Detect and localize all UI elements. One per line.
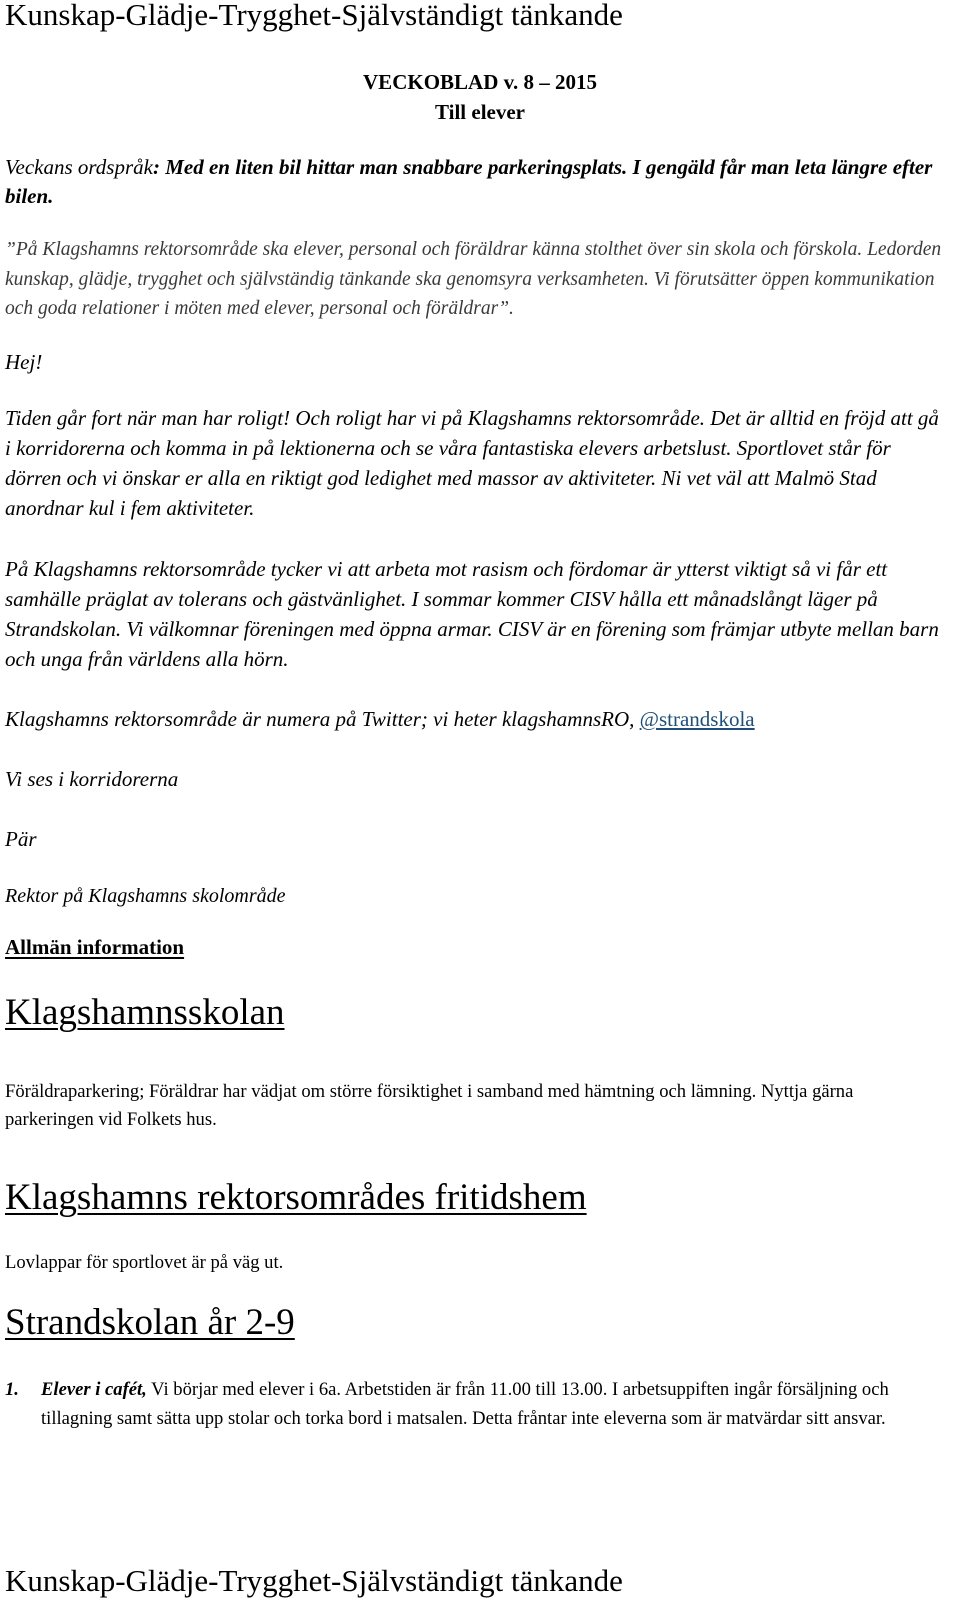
list-item-title: Elever i cafét, [41,1379,147,1400]
greeting: Hej! [5,350,43,374]
weekly-proverb [5,153,946,211]
closing-line: Vi ses i korridorerna [5,767,179,791]
footer-motto: Kunskap-Glädje-Trygghet-Självständigt tänkande [5,1563,623,1598]
list-item-text: Vi börjar med elever i 6a. Arbetstiden är från 11.00 till 13.00. I arbetsuppiften ingår försäljning och tillagning samt sätta upp stolar och torka bord i matsalen. Detta fråntar inte eleverna som är matvärdar sitt ansvar. [41,1379,889,1429]
mission-statement: ”På Klagshamns rektorsområde ska elever, personal och föräldrar känna stolthet över sin skola och förskola. Ledorden kunskap, glädje, trygghet och självständig tänkande ska genomsyra verksamheten. Vi förutsätter öppen kommunikation och goda relationer i möten med elever, personal och föräldrar”. [5,239,942,319]
signature-role: Rektor på Klagshamns skolområde [5,885,286,907]
section-heading-klagshamnsskolan: Klagshamnsskolan [5,992,285,1033]
twitter-handle-link[interactable]: @strandskola [639,707,755,731]
list-item-number: 1. [5,1379,19,1400]
section-heading-strandskolan: Strandskolan år 2-9 [5,1302,295,1343]
general-info-heading: Allmän information [5,935,185,959]
proverb-text: : Med en liten bil hittar man snabbare parkeringsplats. I gengäld får man leta längre efter bilen. [5,155,933,208]
letter-paragraph-1: Tiden går fort när man har roligt! Och roligt har vi på Klagshamns rektorsområde. Det är alltid en fröjd att gå i korridorerna och komma in på lektionerna och se våra fantastiska elevers arbetslust. Sportlovet står för dörren och vi önskar er alla en riktigt god ledighet med massor av aktiviteter. Ni vet väl att Malmö Stad anordnar kul i fem aktiviteter. [5,406,939,520]
proverb-label: Veckans ordspråk [5,155,153,179]
section-heading-fritidshem: Klagshamns rektorsområdes fritidshem [5,1177,587,1218]
letter-paragraph-2: På Klagshamns rektorsområde tycker vi att arbeta mot rasism och fördomar är ytterst viktigt så vi får ett samhälle präglat av tolerans och gästvänlighet. I sommar kommer CISV hålla ett månadslångt läger på Strandskolan. Vi välkomnar föreningen med öppna armar. CISV är en förening som främjar utbyte mellan barn och unga från världens alla hörn. [5,557,939,671]
newsletter-subtitle: Till elever [435,100,525,124]
twitter-text: Klagshamns rektorsområde är numera på Twitter; vi heter klagshamnsRO, [5,707,640,731]
list-item-content [41,1376,950,1433]
header-motto: Kunskap-Glädje-Trygghet-Självständigt tänkande [5,0,623,32]
twitter-line [5,704,946,734]
list-item [5,1376,950,1433]
signature-name: Pär [5,827,37,851]
section-text-fritidshem: Lovlappar för sportlovet är på väg ut. [5,1252,284,1273]
newsletter-title: VECKOBLAD v. 8 – 2015 [363,70,597,94]
section-text-klagshamnsskolan: Föräldraparkering; Föräldrar har vädjat om större försiktighet i samband med hämtning och lämning. Nyttja gärna parkeringen vid Folkets hus. [5,1081,854,1130]
